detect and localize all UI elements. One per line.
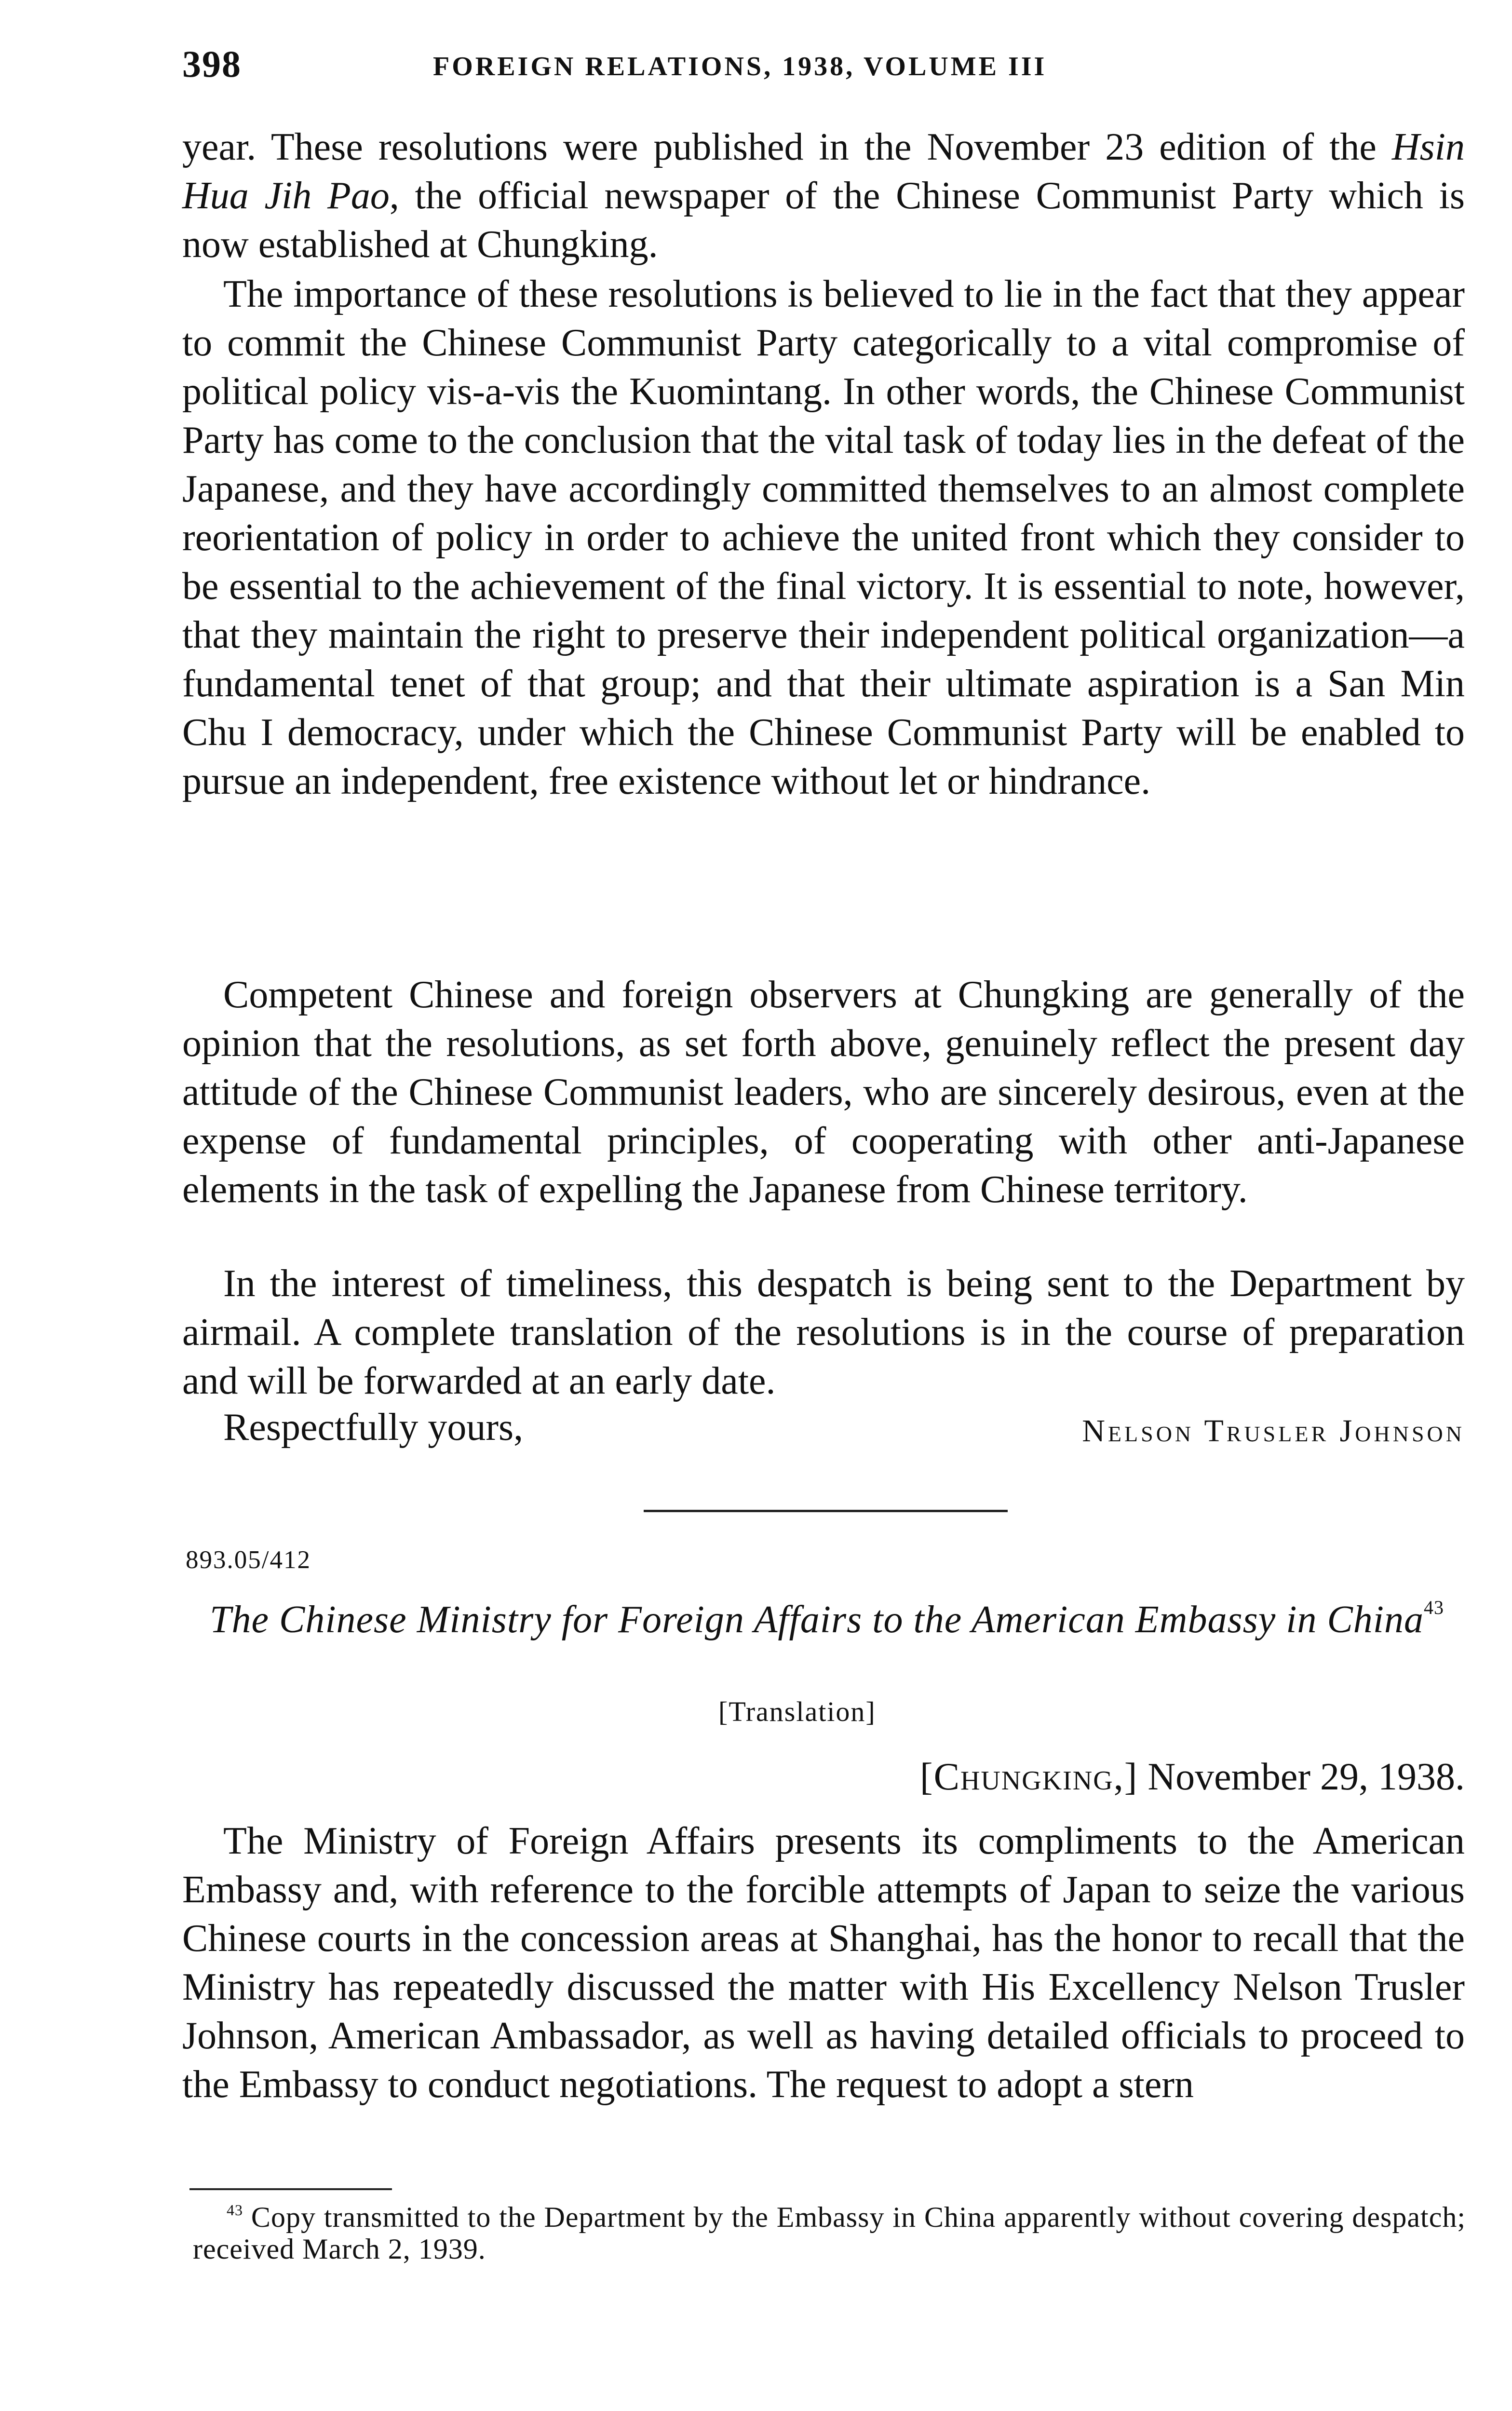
file-number: 893.05/412 (186, 1546, 311, 1574)
document-title (190, 1584, 1463, 1643)
running-head: FOREIGN RELATIONS, 1938, VOLUME III (433, 52, 1047, 81)
paragraph-timeliness: In the interest of timeliness, this despatch is being sent to the Department by airmail. A complete translation of the resolutions is in the course of preparation and will be forwarded at an early date. (182, 1262, 1465, 1402)
translation-note: [Translation] (718, 1696, 876, 1727)
footnote (193, 2194, 1466, 2265)
dateline (920, 1755, 1465, 1799)
closing: Respectfully yours, (223, 1406, 524, 1449)
document-title-text: The Chinese Ministry for Foreign Affairs to the American Embassy in China (209, 1598, 1424, 1641)
newspaper-title: Hsin Hua Jih Pao (182, 126, 1465, 217)
dateline-date: November 29, 1938. (1148, 1756, 1465, 1798)
paragraph-observers: Competent Chinese and foreign observers at Chungking are generally of the opinion that the resolutions, as set forth above, genuinely reflect the present day attitude of the Chinese Communist leaders, who are sincerely desirous, even at the expense of fundamental principles, of cooperating with other anti-Japanese elements in the task of expelling the Japanese from Chinese territory. (182, 974, 1465, 1211)
footnote-ref: 43 (1424, 1597, 1444, 1618)
footnote-number: 43 (227, 2201, 243, 2219)
footnote-body (193, 2194, 1466, 2265)
paragraph-importance: The importance of these resolutions is believed to lie in the fact that they appear to commit the Chinese Communist Party categorically to a vital compromise of political policy vis-a-vis the Kuomintang. In other words, the Chinese Communist Party has come to the conclusion that the vital task of today lies in the defeat of the Japanese, and they have accordingly committed themselves to an almost complete reorientation of policy in order to achieve the united front which they consider to be essential to the achievement of the final victory. It is essential to note, however, that they maintain the right to preserve their independent political organization—a fundamental tenet of that group; and that their ultimate aspiration is a San Min Chu I democracy, under which the Chinese Communist Party will be enabled to pursue an independent, free existence without let or hindrance. (182, 273, 1465, 802)
footnote-divider (189, 2188, 392, 2190)
page-number: 398 (182, 43, 242, 85)
paragraph-ministry: The Ministry of Foreign Affairs presents its compliments to the American Embassy and, with reference to the forcible attempts of Japan to seize the various Chinese courts in the concession areas at Shanghai, has the honor to recall that the Ministry has repeatedly discussed the matter with His Excellency Nelson Trusler Johnson, American Ambassador, as well as having detailed officials to proceed to the Embassy to conduct negotiations. The request to adopt a stern (182, 1820, 1465, 2106)
signatory-name: Nelson Trusler Johnson (1082, 1413, 1465, 1449)
section-divider (644, 1510, 1008, 1512)
paragraph-text: , the official newspaper of the Chinese Communist Party which is now established at Chungking. (182, 175, 1465, 266)
dateline-place: [Chungking,] (919, 1756, 1138, 1798)
paragraph-text: year. These resolutions were published in the November 23 edition of the (182, 126, 1392, 168)
footnote-text: Copy transmitted to the Department by the Embassy in China apparently without covering despatch; received March 2, 1939. (193, 2201, 1466, 2265)
page-header (182, 42, 1465, 95)
paragraph-continued (182, 123, 1465, 269)
